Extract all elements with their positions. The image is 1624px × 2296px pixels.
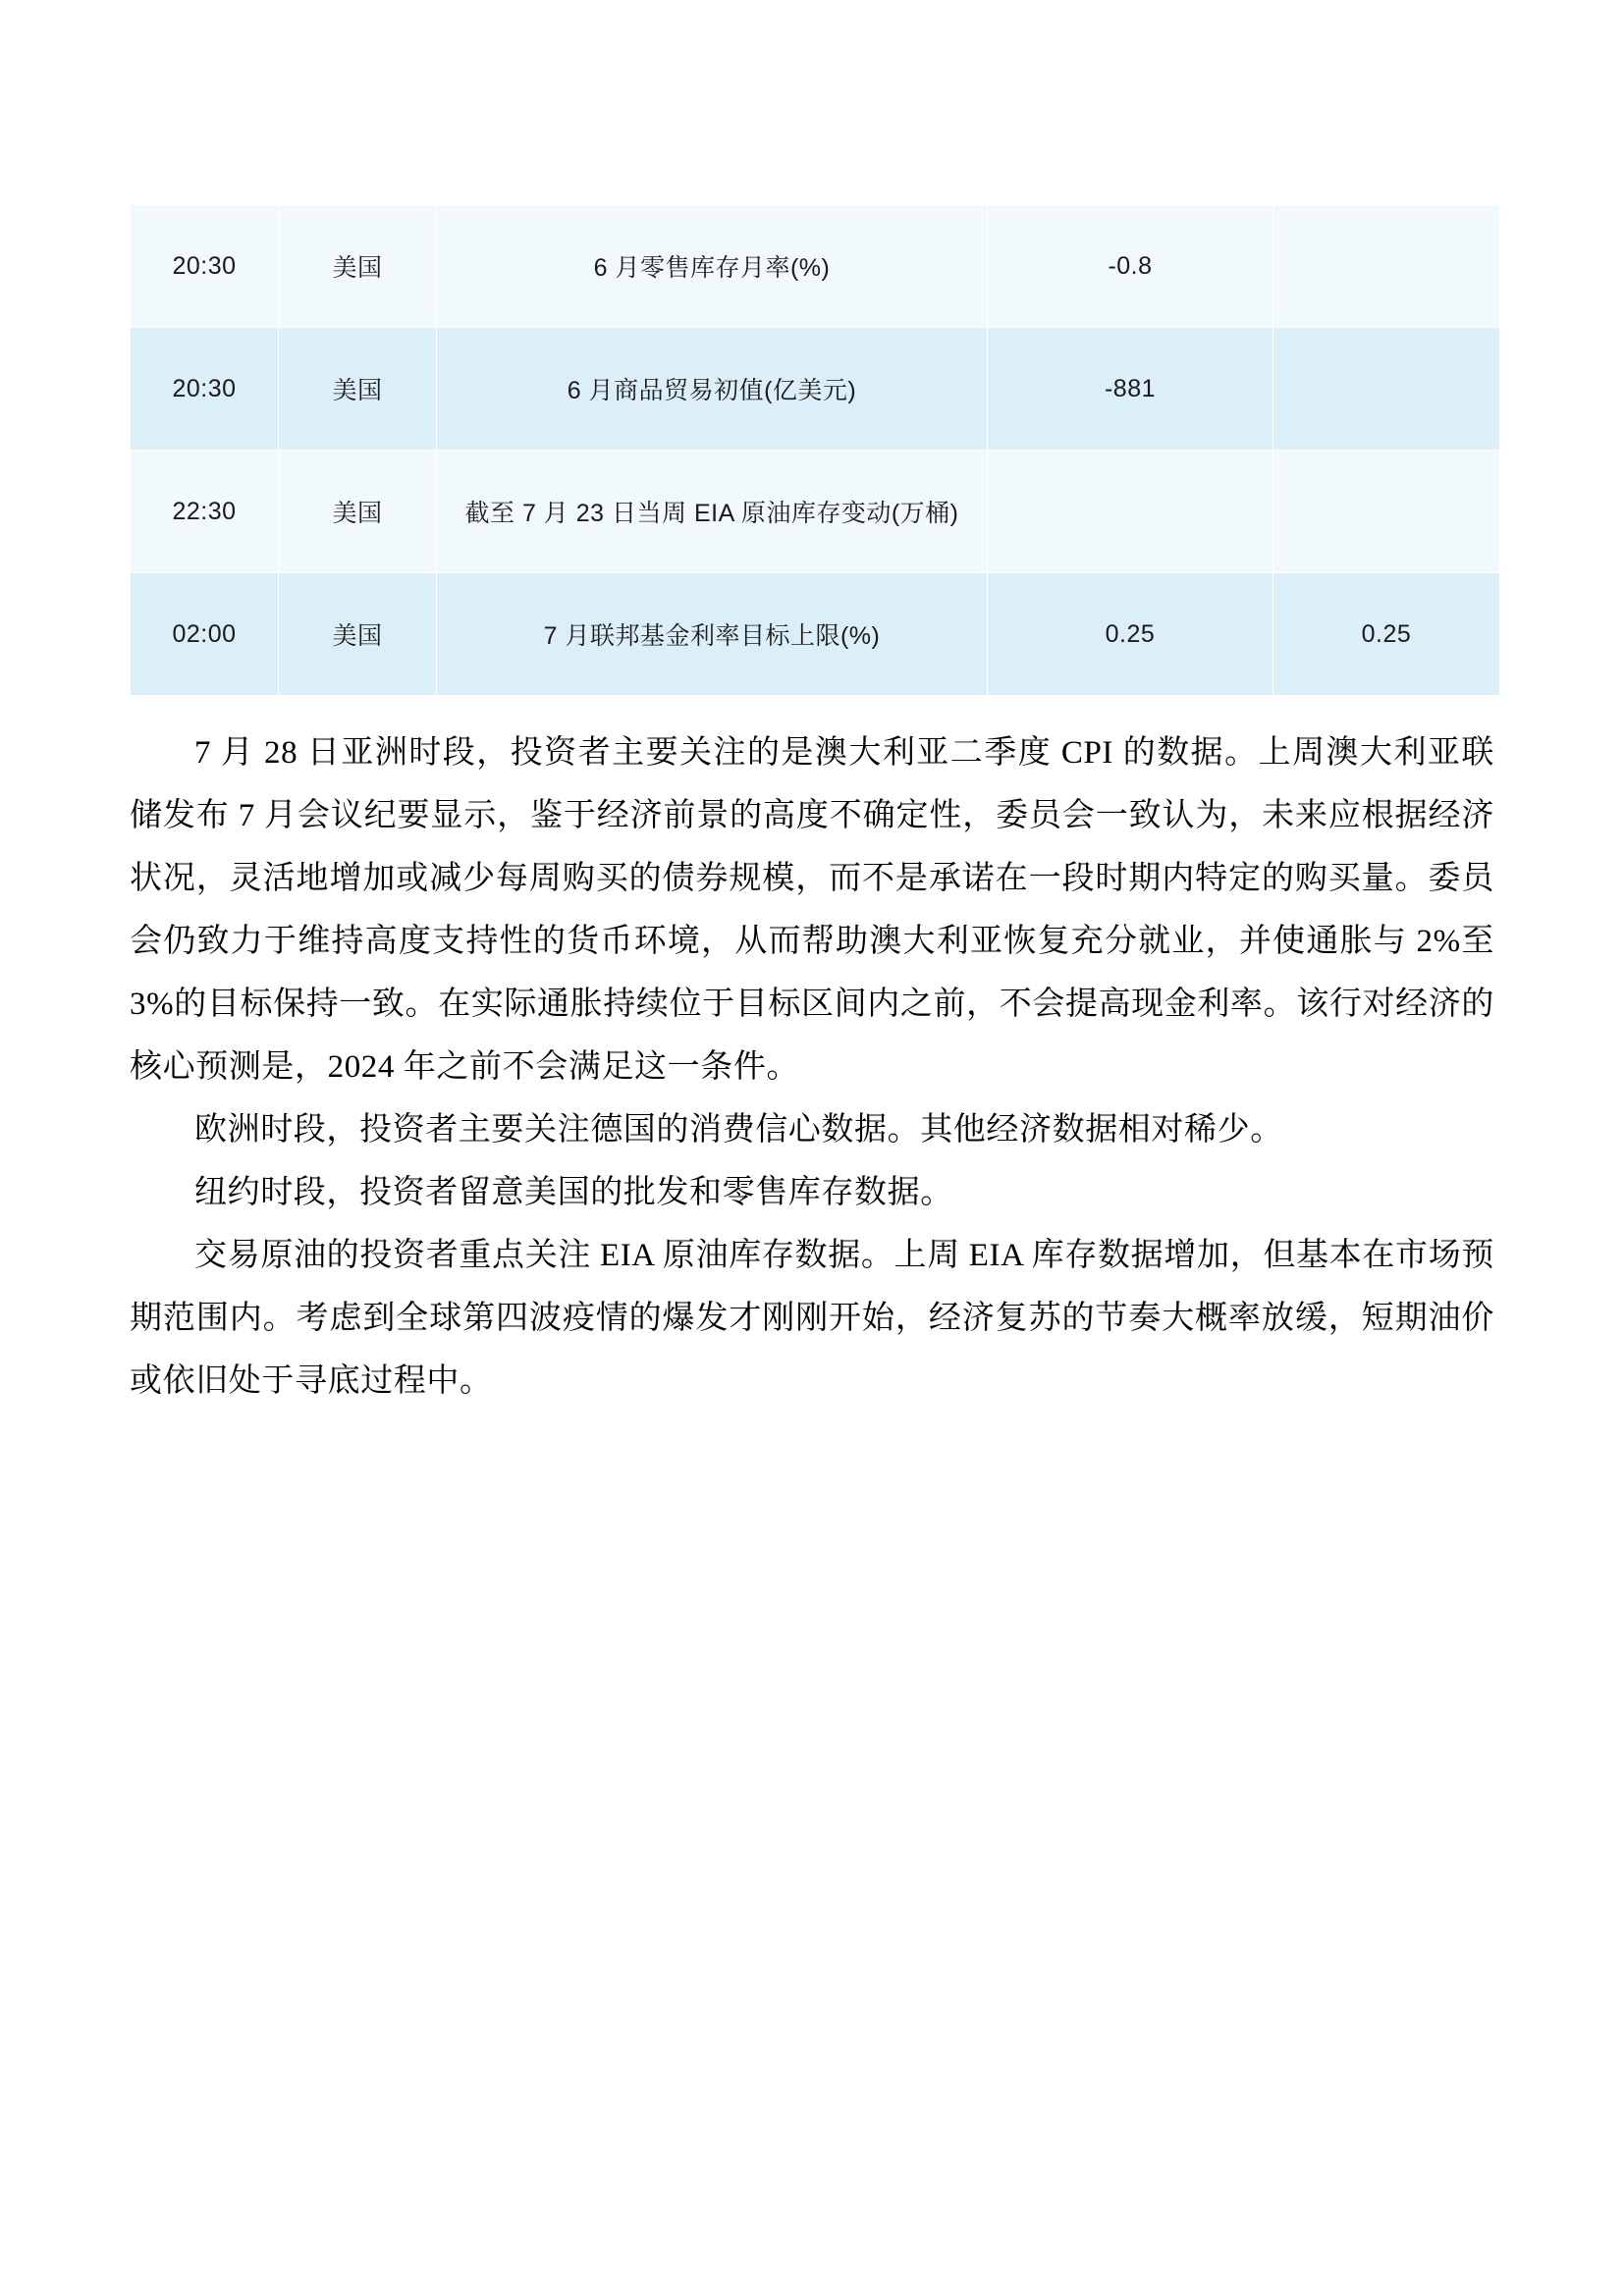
- body-copy: [130, 721, 1494, 1413]
- cell-country: 美国: [279, 573, 437, 696]
- paragraph-europe-session: 欧洲时段，投资者主要关注德国的消费信心数据。其他经济数据相对稀少。: [194, 1112, 1283, 1148]
- cell-previous: -0.8: [988, 205, 1273, 328]
- cell-forecast: 0.25: [1273, 573, 1500, 696]
- cell-time: 22:30: [131, 451, 279, 573]
- table-row: [131, 328, 1500, 451]
- cell-event: 6 月零售库存月率(%): [437, 205, 988, 328]
- cell-forecast: [1273, 328, 1500, 451]
- cell-event: 截至 7 月 23 日当周 EIA 原油库存变动(万桶): [437, 451, 988, 573]
- paragraph-newyork-session: 纽约时段，投资者留意美国的批发和零售库存数据。: [194, 1175, 953, 1210]
- cell-time: 20:30: [131, 328, 279, 451]
- table-row: [131, 205, 1500, 328]
- table-body: [131, 205, 1500, 696]
- table-row: [131, 451, 1500, 573]
- cell-previous: [988, 451, 1273, 573]
- cell-country: 美国: [279, 451, 437, 573]
- table-row: [131, 573, 1500, 696]
- cell-time: 02:00: [131, 573, 279, 696]
- cell-previous: -881: [988, 328, 1273, 451]
- cell-previous: 0.25: [988, 573, 1273, 696]
- economic-calendar-table: [130, 204, 1500, 696]
- paragraph-asia-session: 7 月 28 日亚洲时段，投资者主要关注的是澳大利亚二季度 CPI 的数据。上周澳大利亚联储发布 7 月会议纪要显示，鉴于经济前景的高度不确定性，委员会一致认为，未来应根据经济状况，灵活地增加或减少每周购买的债券规模，而不是承诺在一段时期内特定的购买量。委员会仍致力于维持高度支持性的货币环境，从而帮助澳大利亚恢复充分就业，并使通胀与 2%至 3%的目标保持一致。在实际通胀持续位于目标区间内之前，不会提高现金利率。该行对经济的核心预测是，2024 年之前不会满足这一条件。: [130, 735, 1494, 1085]
- cell-time: 20:30: [131, 205, 279, 328]
- paragraph-crude-oil: 交易原油的投资者重点关注 EIA 原油库存数据。上周 EIA 库存数据增加，但基本在市场预期范围内。考虑到全球第四波疫情的爆发才刚刚开始，经济复苏的节奏大概率放缓，短期油价或依旧处于寻底过程中。: [130, 1238, 1494, 1399]
- cell-event: 6 月商品贸易初值(亿美元): [437, 328, 988, 451]
- cell-event: 7 月联邦基金利率目标上限(%): [437, 573, 988, 696]
- cell-forecast: [1273, 451, 1500, 573]
- cell-country: 美国: [279, 205, 437, 328]
- cell-forecast: [1273, 205, 1500, 328]
- cell-country: 美国: [279, 328, 437, 451]
